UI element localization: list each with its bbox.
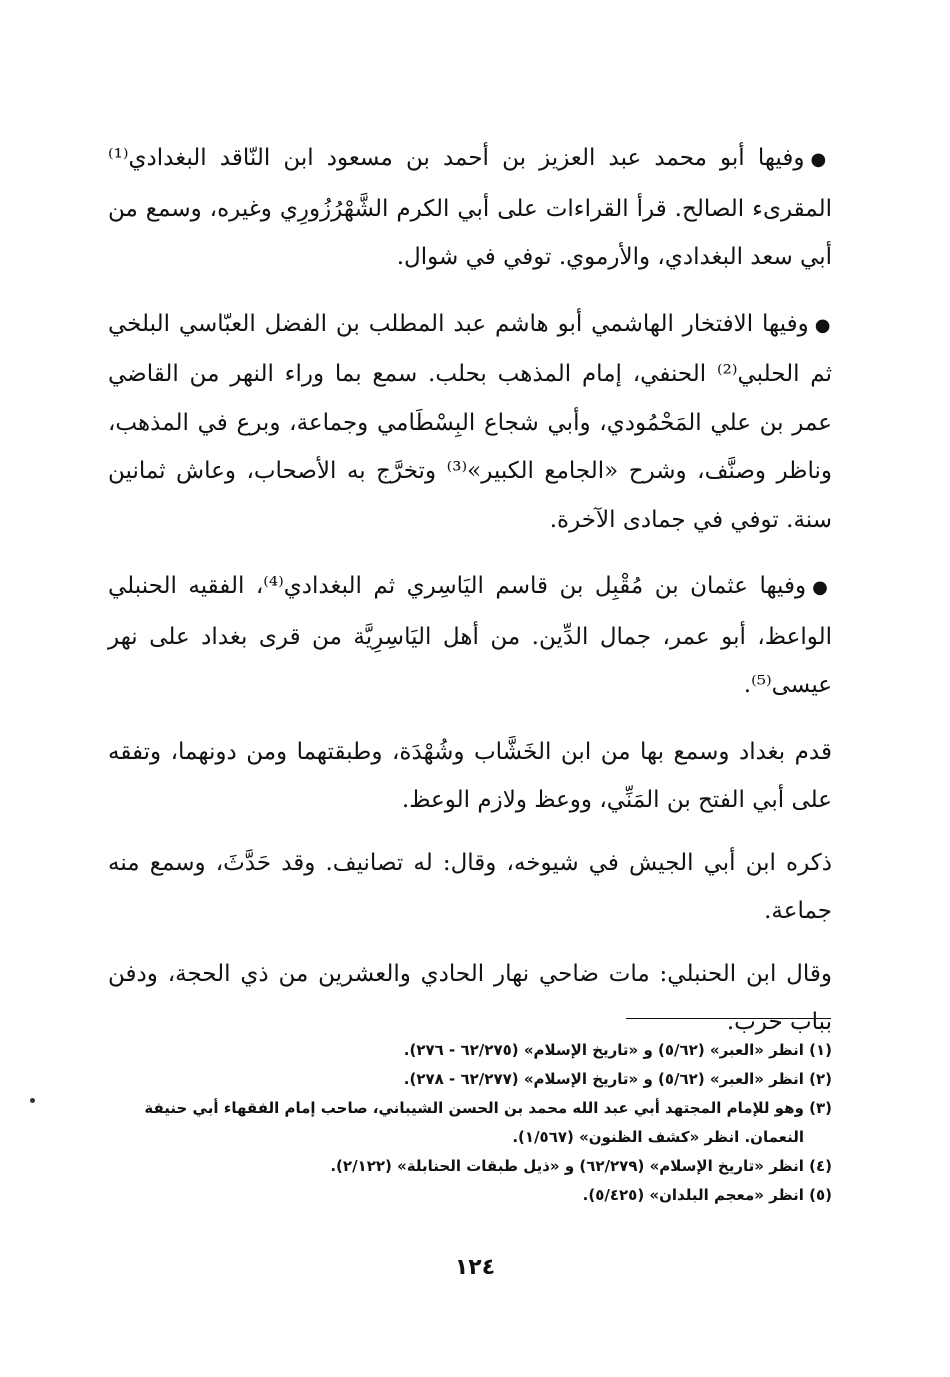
- scan-speck: [30, 1098, 35, 1103]
- footnote-4: (٤) انظر «تاريخ الإسلام» (٦٢/٢٧٩) و «ذيل طبقات الحنابلة» (٢/١٢٢).: [330, 1157, 832, 1175]
- footnote-3: (٣) وهو للإمام المجتهد أبي عبد الله محمد بن الحسن الشيباني، صاحب إمام الفقهاء أبي حنيفة النعمان. انظر «كشف الظنون» (١/٥٦٧).: [144, 1099, 832, 1146]
- paragraph-5: [108, 839, 832, 936]
- footnote-5: (٥) انظر «معجم البلدان» (٥/٤٢٥).: [582, 1186, 832, 1204]
- bullet: ●: [810, 149, 832, 170]
- paragraph-2: [108, 300, 832, 545]
- paragraph-text: وفيها عثمان بن مُقْبِل بن قاسم اليَاسِري ثم البغدادي⁽⁴⁾، الفقيه الحنبلي الواعظ، أبو عمر، جمال الدِّين. من أهل اليَاسِرِيَّة من قرى بغداد على نهر عيسى⁽⁵⁾.: [108, 573, 832, 698]
- main-text: [108, 134, 832, 1061]
- paragraph-1: [108, 134, 832, 282]
- paragraph-text: قدم بغداد وسمع بها من ابن الخَشَّاب وشُهْدَة، وطبقتهما ومن دونهما، وتفقه على أبي الفتح بن المَنِّي، ووعظ ولازم الوعظ.: [108, 738, 832, 813]
- footnotes: [108, 1036, 832, 1210]
- paragraph-6: [108, 950, 832, 1047]
- paragraph-text: وفيها أبو محمد عبد العزيز بن أحمد بن مسعود ابن النّاقد البغدادي⁽¹⁾ المقرىء الصالح. قرأ القراءات على أبي الكرم الشَّهْرُزُورِي وغيره، وسمع من أبي سعد البغدادي، والأرموي. توفي في شوال.: [108, 145, 832, 270]
- footnote-1: (١) انظر «العبر» (٥/٦٢) و «تاريخ الإسلام» (٦٢/٢٧٥ - ٢٧٦).: [403, 1041, 832, 1059]
- paragraph-4: [108, 728, 832, 825]
- footnote-2: (٢) انظر «العبر» (٥/٦٢) و «تاريخ الإسلام» (٦٢/٢٧٧ - ٢٧٨).: [403, 1070, 832, 1088]
- paragraph-text: وفيها الافتخار الهاشمي أبو هاشم عبد المطلب بن الفضل العبّاسي البلخي ثم الحلبي⁽²⁾ الحنفي، إمام المذهب بحلب. سمع بما وراء النهر من القاضي عمر بن علي المَحْمُودي، وأبي شجاع البِسْطَامي وجماعة، وبرع في المذهب، وناظر وصنَّف، وشرح «الجامع الكبير»⁽³⁾ وتخرَّج به الأصحاب، وعاش ثمانين سنة. توفي في جمادى الآخرة.: [108, 310, 832, 533]
- bullet: ●: [814, 314, 832, 336]
- bullet: ●: [812, 577, 832, 598]
- paragraph-3: [108, 562, 832, 710]
- paragraph-text: ذكره ابن أبي الجيش في شيوخه، وقال: له تصانيف. وقد حَدَّثَ، وسمع منه جماعة.: [108, 849, 832, 924]
- paragraph-text: وقال ابن الحنبلي: مات ضاحي نهار الحادي والعشرين من ذي الحجة، ودفن بباب حرب.: [108, 960, 832, 1035]
- footnote-separator: [626, 1018, 831, 1019]
- page-number: ١٢٤: [454, 1255, 496, 1280]
